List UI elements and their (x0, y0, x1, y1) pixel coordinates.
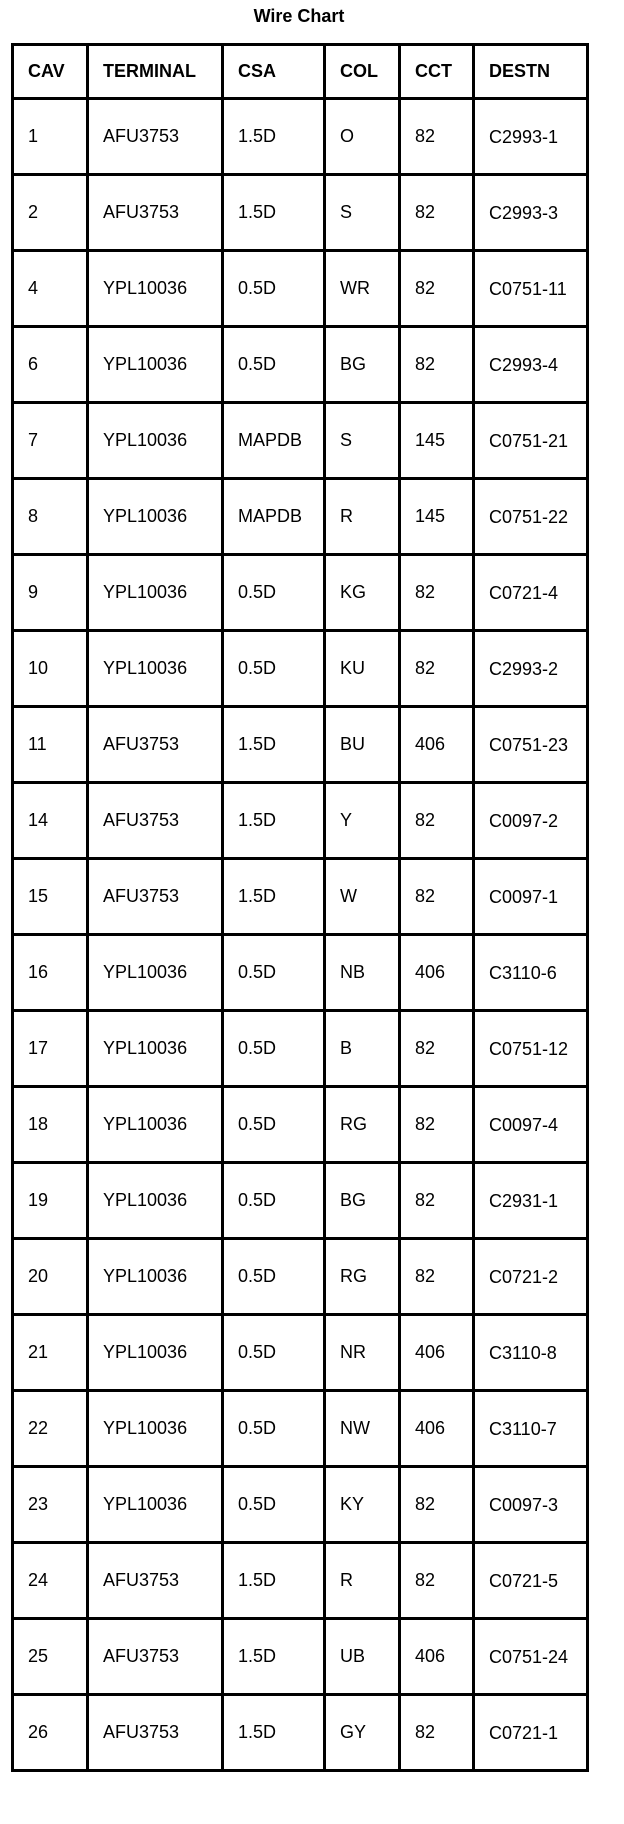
csa-cell: 1.5D (223, 1543, 325, 1619)
col-cell: R (325, 1543, 400, 1619)
terminal-cell: AFU3753 (88, 99, 223, 175)
table-row (13, 403, 588, 479)
cct-cell: 82 (400, 783, 474, 859)
destn-cell: C2993-2 (474, 631, 588, 707)
table-row (13, 1011, 588, 1087)
page-title: Wire Chart (253, 6, 345, 26)
terminal-cell: YPL10036 (88, 555, 223, 631)
col-cell: GY (325, 1695, 400, 1771)
csa-cell: 1.5D (223, 1619, 325, 1695)
cct-cell: 82 (400, 251, 474, 327)
cav-cell: 9 (13, 555, 88, 631)
cav-cell: 16 (13, 935, 88, 1011)
cct-cell: 82 (400, 631, 474, 707)
col-cell: RG (325, 1239, 400, 1315)
cav-cell: 2 (13, 175, 88, 251)
wire-chart-table (11, 43, 589, 1772)
col-cell: NW (325, 1391, 400, 1467)
cct-cell: 82 (400, 555, 474, 631)
table-row (13, 631, 588, 707)
table-row (13, 1695, 588, 1771)
cct-cell: 82 (400, 1543, 474, 1619)
table-row (13, 1163, 588, 1239)
terminal-cell: YPL10036 (88, 1239, 223, 1315)
header-csa: CSA (223, 45, 325, 99)
col-cell: B (325, 1011, 400, 1087)
cav-cell: 14 (13, 783, 88, 859)
terminal-cell: YPL10036 (88, 251, 223, 327)
destn-cell: C0751-11 (474, 251, 588, 327)
destn-cell: C2931-1 (474, 1163, 588, 1239)
cct-cell: 145 (400, 403, 474, 479)
terminal-cell: AFU3753 (88, 1619, 223, 1695)
header-cav: CAV (13, 45, 88, 99)
csa-cell: 0.5D (223, 251, 325, 327)
col-cell: BU (325, 707, 400, 783)
table-row (13, 479, 588, 555)
cct-cell: 406 (400, 1315, 474, 1391)
destn-cell: C2993-4 (474, 327, 588, 403)
cav-cell: 15 (13, 859, 88, 935)
cct-cell: 82 (400, 327, 474, 403)
col-cell: O (325, 99, 400, 175)
cct-cell: 82 (400, 1695, 474, 1771)
csa-cell: 0.5D (223, 1467, 325, 1543)
csa-cell: 0.5D (223, 555, 325, 631)
table-row (13, 1391, 588, 1467)
cct-cell: 82 (400, 1467, 474, 1543)
destn-cell: C0097-1 (474, 859, 588, 935)
table-row (13, 555, 588, 631)
terminal-cell: YPL10036 (88, 479, 223, 555)
cav-cell: 22 (13, 1391, 88, 1467)
table-row (13, 175, 588, 251)
destn-cell: C0097-4 (474, 1087, 588, 1163)
destn-cell: C2993-3 (474, 175, 588, 251)
col-cell: NB (325, 935, 400, 1011)
cct-cell: 82 (400, 859, 474, 935)
cav-cell: 6 (13, 327, 88, 403)
destn-cell: C2993-1 (474, 99, 588, 175)
cct-cell: 406 (400, 1619, 474, 1695)
csa-cell: 0.5D (223, 1315, 325, 1391)
cct-cell: 82 (400, 99, 474, 175)
csa-cell: 0.5D (223, 1163, 325, 1239)
col-cell: RG (325, 1087, 400, 1163)
cct-cell: 145 (400, 479, 474, 555)
col-cell: KU (325, 631, 400, 707)
destn-cell: C0751-23 (474, 707, 588, 783)
cav-cell: 18 (13, 1087, 88, 1163)
terminal-cell: YPL10036 (88, 935, 223, 1011)
csa-cell: 0.5D (223, 935, 325, 1011)
cav-cell: 11 (13, 707, 88, 783)
table-row (13, 327, 588, 403)
destn-cell: C0751-21 (474, 403, 588, 479)
table-row (13, 783, 588, 859)
csa-cell: MAPDB (223, 403, 325, 479)
destn-cell: C3110-7 (474, 1391, 588, 1467)
header-terminal: TERMINAL (88, 45, 223, 99)
destn-cell: C3110-6 (474, 935, 588, 1011)
csa-cell: 1.5D (223, 1695, 325, 1771)
csa-cell: MAPDB (223, 479, 325, 555)
cct-cell: 406 (400, 935, 474, 1011)
terminal-cell: YPL10036 (88, 1315, 223, 1391)
col-cell: BG (325, 1163, 400, 1239)
terminal-cell: YPL10036 (88, 403, 223, 479)
header-row (13, 45, 588, 99)
csa-cell: 0.5D (223, 1087, 325, 1163)
table-row (13, 935, 588, 1011)
terminal-cell: YPL10036 (88, 1087, 223, 1163)
col-cell: KG (325, 555, 400, 631)
terminal-cell: YPL10036 (88, 1011, 223, 1087)
table-row (13, 99, 588, 175)
col-cell: NR (325, 1315, 400, 1391)
terminal-cell: AFU3753 (88, 175, 223, 251)
cav-cell: 10 (13, 631, 88, 707)
header-col: COL (325, 45, 400, 99)
terminal-cell: YPL10036 (88, 1391, 223, 1467)
destn-cell: C0721-4 (474, 555, 588, 631)
cav-cell: 1 (13, 99, 88, 175)
table-row (13, 1543, 588, 1619)
cav-cell: 21 (13, 1315, 88, 1391)
col-cell: KY (325, 1467, 400, 1543)
col-cell: BG (325, 327, 400, 403)
csa-cell: 1.5D (223, 175, 325, 251)
cct-cell: 82 (400, 1087, 474, 1163)
csa-cell: 0.5D (223, 1391, 325, 1467)
terminal-cell: AFU3753 (88, 707, 223, 783)
terminal-cell: YPL10036 (88, 1467, 223, 1543)
destn-cell: C0721-5 (474, 1543, 588, 1619)
cct-cell: 82 (400, 1011, 474, 1087)
table-row (13, 1467, 588, 1543)
destn-cell: C0751-12 (474, 1011, 588, 1087)
table-row (13, 707, 588, 783)
table-row (13, 1619, 588, 1695)
table-row (13, 1315, 588, 1391)
terminal-cell: YPL10036 (88, 327, 223, 403)
cav-cell: 7 (13, 403, 88, 479)
terminal-cell: AFU3753 (88, 783, 223, 859)
destn-cell: C0721-2 (474, 1239, 588, 1315)
table-row (13, 1087, 588, 1163)
cav-cell: 26 (13, 1695, 88, 1771)
table-row (13, 1239, 588, 1315)
destn-cell: C0751-22 (474, 479, 588, 555)
col-cell: UB (325, 1619, 400, 1695)
destn-cell: C0721-1 (474, 1695, 588, 1771)
cav-cell: 19 (13, 1163, 88, 1239)
header-destn: DESTN (474, 45, 588, 99)
col-cell: S (325, 403, 400, 479)
csa-cell: 1.5D (223, 99, 325, 175)
terminal-cell: AFU3753 (88, 1543, 223, 1619)
csa-cell: 1.5D (223, 783, 325, 859)
csa-cell: 1.5D (223, 707, 325, 783)
terminal-cell: AFU3753 (88, 859, 223, 935)
table-row (13, 859, 588, 935)
destn-cell: C3110-8 (474, 1315, 588, 1391)
cav-cell: 8 (13, 479, 88, 555)
table-row (13, 251, 588, 327)
cct-cell: 406 (400, 1391, 474, 1467)
destn-cell: C0097-2 (474, 783, 588, 859)
header-cct: CCT (400, 45, 474, 99)
cav-cell: 4 (13, 251, 88, 327)
terminal-cell: YPL10036 (88, 1163, 223, 1239)
terminal-cell: YPL10036 (88, 631, 223, 707)
cav-cell: 23 (13, 1467, 88, 1543)
cav-cell: 17 (13, 1011, 88, 1087)
cct-cell: 82 (400, 1239, 474, 1315)
csa-cell: 1.5D (223, 859, 325, 935)
cav-cell: 25 (13, 1619, 88, 1695)
col-cell: Y (325, 783, 400, 859)
col-cell: S (325, 175, 400, 251)
cct-cell: 82 (400, 175, 474, 251)
cav-cell: 20 (13, 1239, 88, 1315)
csa-cell: 0.5D (223, 327, 325, 403)
col-cell: W (325, 859, 400, 935)
col-cell: WR (325, 251, 400, 327)
csa-cell: 0.5D (223, 631, 325, 707)
destn-cell: C0097-3 (474, 1467, 588, 1543)
csa-cell: 0.5D (223, 1011, 325, 1087)
cct-cell: 406 (400, 707, 474, 783)
col-cell: R (325, 479, 400, 555)
cav-cell: 24 (13, 1543, 88, 1619)
csa-cell: 0.5D (223, 1239, 325, 1315)
table-body (13, 99, 588, 1771)
cct-cell: 82 (400, 1163, 474, 1239)
destn-cell: C0751-24 (474, 1619, 588, 1695)
terminal-cell: AFU3753 (88, 1695, 223, 1771)
